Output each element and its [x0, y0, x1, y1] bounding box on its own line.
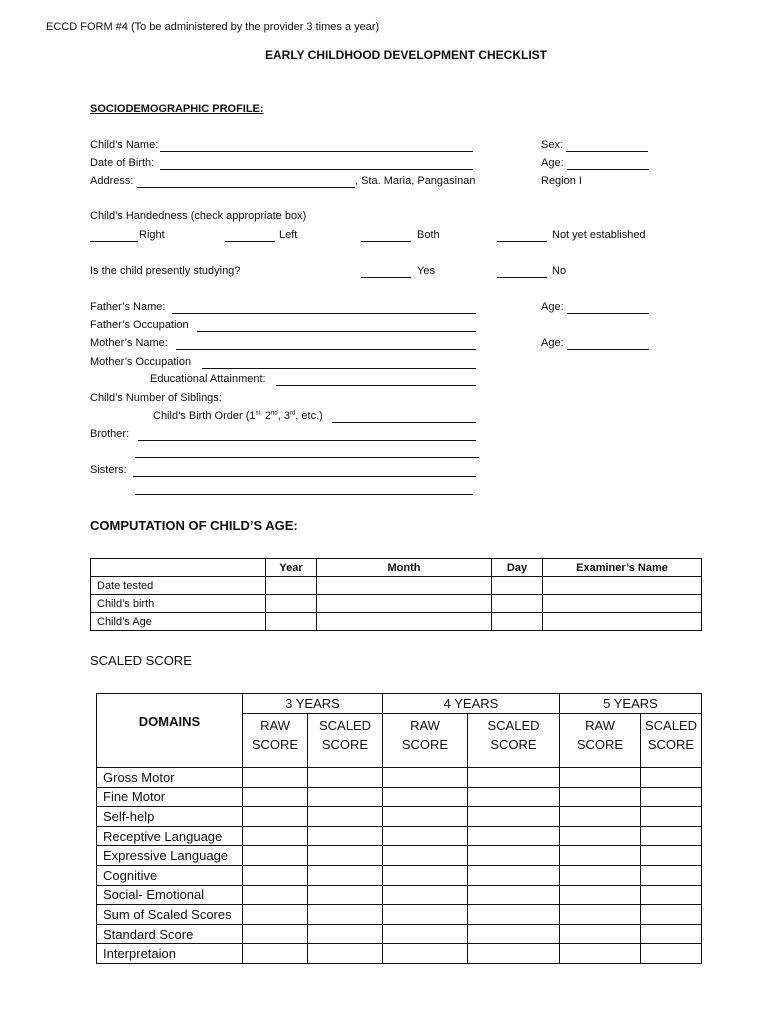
- sisters-label: Sisters:: [90, 464, 127, 476]
- table-cell[interactable]: [543, 577, 702, 595]
- score-cell[interactable]: [641, 924, 702, 944]
- score-cell[interactable]: [641, 846, 702, 866]
- score-cell[interactable]: [560, 826, 641, 846]
- table-cell[interactable]: [317, 577, 492, 595]
- child-name-label: Child’s Name:: [90, 139, 159, 151]
- educational-attainment-field[interactable]: [276, 385, 476, 386]
- educational-attainment-label: Educational Attainment:: [150, 373, 266, 385]
- studying-no-label: No: [552, 265, 567, 277]
- scaled-score-header: SCALED SCORE: [468, 714, 560, 768]
- table-row: [97, 787, 702, 807]
- score-cell[interactable]: [468, 865, 560, 885]
- scaled-score-header: SCALED SCORE: [641, 714, 702, 768]
- handedness-label: Child’s Handedness (check appropriate box): [90, 210, 307, 222]
- brother-field-1[interactable]: [138, 440, 476, 441]
- domain-label: Standard Score: [97, 924, 243, 944]
- domain-label: Social- Emotional: [97, 885, 243, 905]
- studying-yes-checkbox[interactable]: [361, 277, 411, 278]
- siblings-label: Child’s Number of Siblings:: [90, 392, 222, 404]
- mother-age-field[interactable]: [567, 349, 649, 350]
- table-cell[interactable]: [266, 595, 317, 613]
- score-cell[interactable]: [243, 807, 308, 827]
- page-title: EARLY CHILDHOOD DEVELOPMENT CHECKLIST: [264, 48, 548, 62]
- table-row: [97, 885, 702, 905]
- score-cell[interactable]: [383, 826, 468, 846]
- score-cell[interactable]: [560, 807, 641, 827]
- row-label-date-tested: Date tested: [91, 577, 266, 595]
- score-cell[interactable]: [560, 768, 641, 788]
- mother-name-label: Mother’s Name:: [90, 337, 168, 349]
- mother-name-field[interactable]: [176, 349, 476, 350]
- brother-field-2[interactable]: [135, 457, 479, 458]
- score-cell[interactable]: [308, 865, 383, 885]
- table-cell[interactable]: [543, 595, 702, 613]
- score-cell[interactable]: [560, 905, 641, 925]
- score-cell[interactable]: [308, 905, 383, 925]
- score-cell[interactable]: [243, 768, 308, 788]
- date-of-birth-label: Date of Birth:: [90, 157, 155, 169]
- hand-left-label: Left: [279, 229, 298, 241]
- section-heading-scaled-score: SCALED SCORE: [90, 653, 192, 668]
- domain-label: Sum of Scaled Scores: [97, 905, 243, 925]
- header-year: Year: [266, 559, 317, 577]
- score-cell[interactable]: [308, 885, 383, 905]
- score-cell[interactable]: [560, 865, 641, 885]
- age-computation-table: [90, 558, 702, 631]
- hand-both-checkbox[interactable]: [361, 241, 411, 242]
- child-name-field[interactable]: [160, 151, 473, 152]
- section-heading-age: COMPUTATION OF CHILD’S AGE:: [90, 518, 298, 533]
- table-cell[interactable]: [317, 595, 492, 613]
- raw-score-header: RAW SCORE: [243, 714, 308, 768]
- birth-order-field[interactable]: [332, 422, 476, 423]
- table-row: [97, 905, 702, 925]
- table-cell[interactable]: [266, 577, 317, 595]
- birth-order-label: Child’s Birth Order ($1^{st,}$ 2nd, 3rd, etc.): [153, 410, 323, 422]
- header-month: Month: [317, 559, 492, 577]
- score-cell[interactable]: [468, 768, 560, 788]
- score-cell[interactable]: [468, 787, 560, 807]
- studying-yes-label: Yes: [417, 265, 435, 277]
- score-cell[interactable]: [560, 885, 641, 905]
- score-cell[interactable]: [308, 944, 383, 964]
- table-row: [97, 768, 702, 788]
- age-label: Age:: [541, 157, 564, 169]
- table-cell[interactable]: [266, 613, 317, 631]
- score-cell[interactable]: [383, 865, 468, 885]
- score-cell[interactable]: [641, 768, 702, 788]
- score-cell[interactable]: [560, 846, 641, 866]
- studying-no-checkbox[interactable]: [497, 277, 547, 278]
- score-cell[interactable]: [468, 885, 560, 905]
- table-row: [97, 924, 702, 944]
- header-3-years: 3 YEARS: [243, 694, 383, 714]
- hand-not-yet-checkbox[interactable]: [497, 241, 547, 242]
- score-cell[interactable]: [243, 885, 308, 905]
- score-cell[interactable]: [243, 865, 308, 885]
- table-header-row: [91, 559, 702, 577]
- table-row: [97, 826, 702, 846]
- score-cell[interactable]: [468, 807, 560, 827]
- score-cell[interactable]: [468, 826, 560, 846]
- hand-left-checkbox[interactable]: [225, 241, 275, 242]
- hand-right-label: Right: [139, 229, 165, 241]
- table-row: [97, 807, 702, 827]
- section-heading-profile: SOCIODEMOGRAPHIC PROFILE:: [90, 103, 264, 115]
- header-5-years: 5 YEARS: [560, 694, 702, 714]
- header-4-years: 4 YEARS: [383, 694, 560, 714]
- mother-occupation-field[interactable]: [202, 368, 476, 369]
- score-cell[interactable]: [243, 826, 308, 846]
- header-blank-cell: [91, 559, 266, 577]
- score-cell[interactable]: [308, 768, 383, 788]
- table-cell[interactable]: [492, 613, 543, 631]
- score-cell[interactable]: [308, 787, 383, 807]
- score-cell[interactable]: [308, 826, 383, 846]
- score-cell[interactable]: [383, 905, 468, 925]
- score-cell[interactable]: [641, 944, 702, 964]
- father-name-field[interactable]: [172, 313, 476, 314]
- score-cell[interactable]: [641, 807, 702, 827]
- father-age-label: Age:: [541, 301, 564, 313]
- score-cell[interactable]: [383, 846, 468, 866]
- score-cell[interactable]: [641, 885, 702, 905]
- sex-label: Sex:: [541, 139, 564, 151]
- address-suffix: , Sta. Maria, Pangasinan: [355, 175, 476, 187]
- sex-field[interactable]: [566, 151, 648, 152]
- domain-label: Gross Motor: [97, 768, 243, 788]
- table-cell[interactable]: [492, 577, 543, 595]
- domain-label: Self-help: [97, 807, 243, 827]
- scaled-score-table: [96, 693, 702, 964]
- domain-label: Interpretaion: [97, 944, 243, 964]
- sisters-field-2[interactable]: [135, 494, 473, 495]
- father-age-field[interactable]: [567, 313, 649, 314]
- score-cell[interactable]: [383, 787, 468, 807]
- header-examiner-name: Examiner’s Name: [543, 559, 702, 577]
- score-cell[interactable]: [383, 944, 468, 964]
- score-cell[interactable]: [243, 905, 308, 925]
- score-cell[interactable]: [560, 924, 641, 944]
- brother-label: Brother:: [90, 428, 130, 440]
- score-cell[interactable]: [383, 885, 468, 905]
- father-occupation-label: Father’s Occupation: [90, 319, 189, 331]
- score-cell[interactable]: [468, 944, 560, 964]
- table-row: [91, 613, 702, 631]
- raw-score-header: RAW SCORE: [560, 714, 641, 768]
- domain-label: Expressive Language: [97, 846, 243, 866]
- score-cell[interactable]: [560, 944, 641, 964]
- row-label-childs-age: Child’s Age: [91, 613, 266, 631]
- mother-age-label: Age:: [541, 337, 564, 349]
- form-id: ECCD FORM #4 (To be administered by the provider 3 times a year): [46, 21, 380, 33]
- hand-both-label: Both: [417, 229, 440, 241]
- father-name-label: Father’s Name:: [90, 301, 166, 313]
- table-cell[interactable]: [317, 613, 492, 631]
- sisters-field-1[interactable]: [133, 476, 476, 477]
- domain-label: Fine Motor: [97, 787, 243, 807]
- table-row: [97, 944, 702, 964]
- mother-occupation-label: Mother’s Occupation: [90, 356, 192, 368]
- region-label: Region I: [541, 175, 582, 187]
- domain-label: Receptive Language: [97, 826, 243, 846]
- table-row: [91, 577, 702, 595]
- score-cell[interactable]: [468, 905, 560, 925]
- score-cell[interactable]: [308, 807, 383, 827]
- table-row: [97, 846, 702, 866]
- table-row: [97, 865, 702, 885]
- table-row: [91, 595, 702, 613]
- score-cell[interactable]: [468, 846, 560, 866]
- scaled-score-header: SCALED SCORE: [308, 714, 383, 768]
- date-of-birth-field[interactable]: [160, 169, 473, 170]
- studying-question: Is the child presently studying?: [90, 265, 241, 277]
- hand-right-checkbox[interactable]: [90, 241, 138, 242]
- score-cell[interactable]: [641, 865, 702, 885]
- score-cell[interactable]: [243, 846, 308, 866]
- score-cell[interactable]: [641, 826, 702, 846]
- hand-not-yet-label: Not yet established: [552, 229, 646, 241]
- address-label: Address:: [90, 175, 134, 187]
- score-cell[interactable]: [383, 807, 468, 827]
- row-label-childs-birth: Child’s birth: [91, 595, 266, 613]
- score-cell[interactable]: [308, 846, 383, 866]
- table-cell[interactable]: [492, 595, 543, 613]
- father-occupation-field[interactable]: [197, 331, 476, 332]
- domains-header: DOMAINS: [97, 694, 243, 768]
- score-cell[interactable]: [560, 787, 641, 807]
- header-day: Day: [492, 559, 543, 577]
- table-cell[interactable]: [543, 613, 702, 631]
- score-cell[interactable]: [243, 924, 308, 944]
- score-cell[interactable]: [383, 768, 468, 788]
- score-cell[interactable]: [308, 924, 383, 944]
- domain-label: Cognitive: [97, 865, 243, 885]
- score-cell[interactable]: [243, 787, 308, 807]
- score-cell[interactable]: [641, 905, 702, 925]
- score-cell[interactable]: [468, 924, 560, 944]
- score-cell[interactable]: [383, 924, 468, 944]
- score-cell[interactable]: [641, 787, 702, 807]
- age-field[interactable]: [567, 169, 649, 170]
- year-group-row: [97, 694, 702, 714]
- score-cell[interactable]: [243, 944, 308, 964]
- raw-score-header: RAW SCORE: [383, 714, 468, 768]
- address-field[interactable]: [137, 187, 355, 188]
